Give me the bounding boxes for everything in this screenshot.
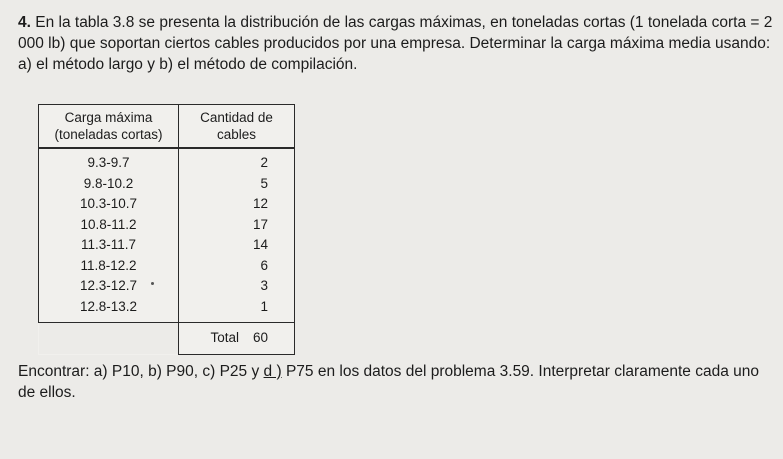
table-row — [39, 148, 295, 174]
range-cell: 9.8-10.2 — [39, 174, 179, 195]
total-row — [39, 323, 295, 355]
count-cell: 6 — [179, 256, 295, 277]
count-cell: 17 — [179, 215, 295, 236]
table-row — [39, 256, 295, 277]
problem-statement — [18, 12, 773, 75]
problem-number: 4. — [18, 14, 31, 31]
range-cell: 9.3-9.7 — [39, 148, 179, 174]
header-cantidad-cables: Cantidad de cables — [179, 105, 295, 149]
range-cell: 12.3-12.7 — [39, 276, 179, 297]
table-row — [39, 297, 295, 323]
table-row — [39, 235, 295, 256]
question-underlined: d ) — [263, 363, 282, 380]
table-row — [39, 194, 295, 215]
count-cell: 12 — [179, 194, 295, 215]
total-spacer — [39, 323, 179, 355]
count-cell: 2 — [179, 148, 295, 174]
range-cell: 10.8-11.2 — [39, 215, 179, 236]
table-row — [39, 276, 295, 297]
count-cell: 3 — [179, 276, 295, 297]
question-text — [18, 361, 773, 403]
range-cell: 11.3-11.7 — [39, 235, 179, 256]
table-row — [39, 174, 295, 195]
total-value: 60 — [252, 330, 268, 345]
count-cell: 5 — [179, 174, 295, 195]
range-cell: 11.8-12.2 — [39, 256, 179, 277]
table-row — [39, 215, 295, 236]
range-cell: 12.8-13.2 — [39, 297, 179, 323]
count-cell: 1 — [179, 297, 295, 323]
header-carga-maxima: Carga máxima (toneladas cortas) — [39, 105, 179, 149]
total-label: Total — [210, 330, 239, 345]
count-cell: 14 — [179, 235, 295, 256]
range-cell: 10.3-10.7 — [39, 194, 179, 215]
total-cell — [179, 323, 295, 355]
problem-text: En la tabla 3.8 se presenta la distribución de las cargas máximas, en toneladas cortas (1 tonelada corta = 2 000 lb) que soportan ciertos cables producidos por una empresa. Determinar la carga máxima media usando: a) el método largo y b) el método de compilación. — [18, 14, 773, 73]
stray-mark — [151, 282, 154, 285]
question-before: Encontrar: a) P10, b) P90, c) P25 y — [18, 363, 264, 380]
frequency-table — [38, 104, 295, 355]
question-after: P75 en los datos del problema 3.59. Interpretar claramente cada uno de ellos. — [18, 363, 759, 401]
data-table-container — [38, 104, 295, 355]
